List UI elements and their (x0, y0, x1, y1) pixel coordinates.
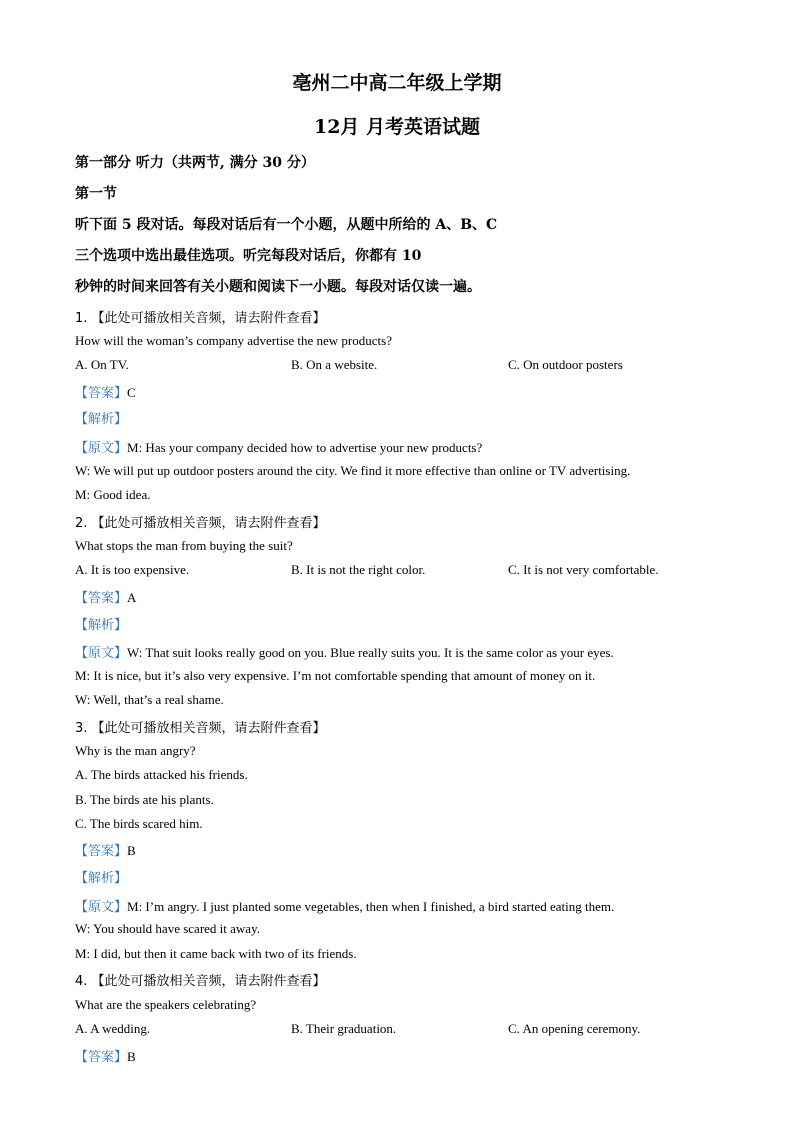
answer-label: 【答案】 (75, 844, 128, 859)
question-1-option-c: C. On outdoor posters (508, 357, 623, 372)
answer-label: 【答案】 (75, 591, 128, 606)
question-3-analysis (75, 867, 127, 886)
question-2-text: What stops the man from buying the suit? (75, 538, 293, 553)
question-2-transcript-2: M: It is nice, but it’s also very expensive. I’m not comfortable spending that amount of money on it. (75, 668, 596, 683)
question-4-answer (75, 1046, 136, 1065)
analysis-label: 【解析】 (75, 871, 128, 886)
transcript-text: M: Has your company decided how to advertise your new products? (127, 440, 483, 455)
question-3-text: Why is the man angry? (75, 743, 196, 758)
question-1-text: How will the woman’s company advertise the new products? (75, 333, 392, 348)
section-subsection: 第一节 (75, 186, 117, 202)
question-1-transcript-2: W: We will put up outdoor posters around the city. We find it more effective than online or TV advertising. (75, 463, 631, 478)
original-label: 【原文】 (75, 900, 128, 915)
question-1-analysis (75, 408, 127, 427)
title-school: 亳州二中高二年级上学期 (292, 72, 502, 94)
instruction-line-1: 听下面 5 段对话。每段对话后有一个小题，从题中所给的 A、B、C (75, 217, 498, 233)
question-2-option-c: C. It is not very comfortable. (508, 562, 659, 577)
question-1-head: 1. 【此处可播放相关音频，请去附件查看】 (75, 311, 326, 326)
question-4-text: What are the speakers celebrating? (75, 997, 257, 1012)
question-3-head: 3. 【此处可播放相关音频，请去附件查看】 (75, 721, 326, 736)
question-3-option-c: C. The birds scared him. (75, 816, 203, 831)
answer-value: C (127, 385, 136, 400)
answer-value: B (127, 843, 136, 858)
answer-value: A (127, 590, 137, 605)
question-2-head: 2. 【此处可播放相关音频，请去附件查看】 (75, 516, 326, 531)
question-3-option-a: A. The birds attacked his friends. (75, 767, 248, 782)
transcript-text: W: That suit looks really good on you. Blue really suits you. It is the same color as your eyes. (127, 645, 614, 660)
question-2-analysis (75, 614, 127, 633)
question-3-answer (75, 840, 136, 859)
question-4-option-b: B. Their graduation. (291, 1021, 397, 1036)
instruction-line-2: 三个选项中选出最佳选项。听完每段对话后，你都有 10 (75, 248, 422, 264)
question-4-option-a: A. A wedding. (75, 1021, 151, 1036)
question-2-option-b: B. It is not the right color. (291, 562, 426, 577)
title-exam: 12月 月考英语试题 (313, 116, 481, 138)
question-3-transcript-3: M: I did, but then it came back with two of its friends. (75, 946, 357, 961)
instruction-line-3: 秒钟的时间来回答有关小题和阅读下一小题。每段对话仅读一遍。 (75, 279, 481, 295)
analysis-label: 【解析】 (75, 412, 128, 427)
question-2-transcript-3: W: Well, that’s a real shame. (75, 692, 224, 707)
question-4-head: 4. 【此处可播放相关音频，请去附件查看】 (75, 974, 326, 989)
question-2-transcript-1 (75, 642, 614, 661)
original-label: 【原文】 (75, 441, 128, 456)
section-part: 第一部分 听力（共两节, 满分 30 分） (75, 155, 315, 171)
original-label: 【原文】 (75, 646, 128, 661)
question-1-answer (75, 382, 136, 401)
transcript-text: M: I’m angry. I just planted some vegetables, then when I finished, a bird started eating them. (127, 899, 615, 914)
answer-label: 【答案】 (75, 386, 128, 401)
question-3-transcript-2: W: You should have scared it away. (75, 921, 260, 936)
analysis-label: 【解析】 (75, 618, 128, 633)
question-1-transcript-3: M: Good idea. (75, 487, 151, 502)
answer-label: 【答案】 (75, 1050, 128, 1065)
question-3-option-b: B. The birds ate his plants. (75, 792, 214, 807)
question-1-transcript-1 (75, 437, 482, 456)
question-1-option-a: A. On TV. (75, 357, 129, 372)
question-2-option-a: A. It is too expensive. (75, 562, 190, 577)
question-1-option-b: B. On a website. (291, 357, 378, 372)
answer-value: B (127, 1049, 136, 1064)
question-2-answer (75, 587, 136, 606)
question-4-option-c: C. An opening ceremony. (508, 1021, 641, 1036)
question-3-transcript-1 (75, 896, 614, 915)
